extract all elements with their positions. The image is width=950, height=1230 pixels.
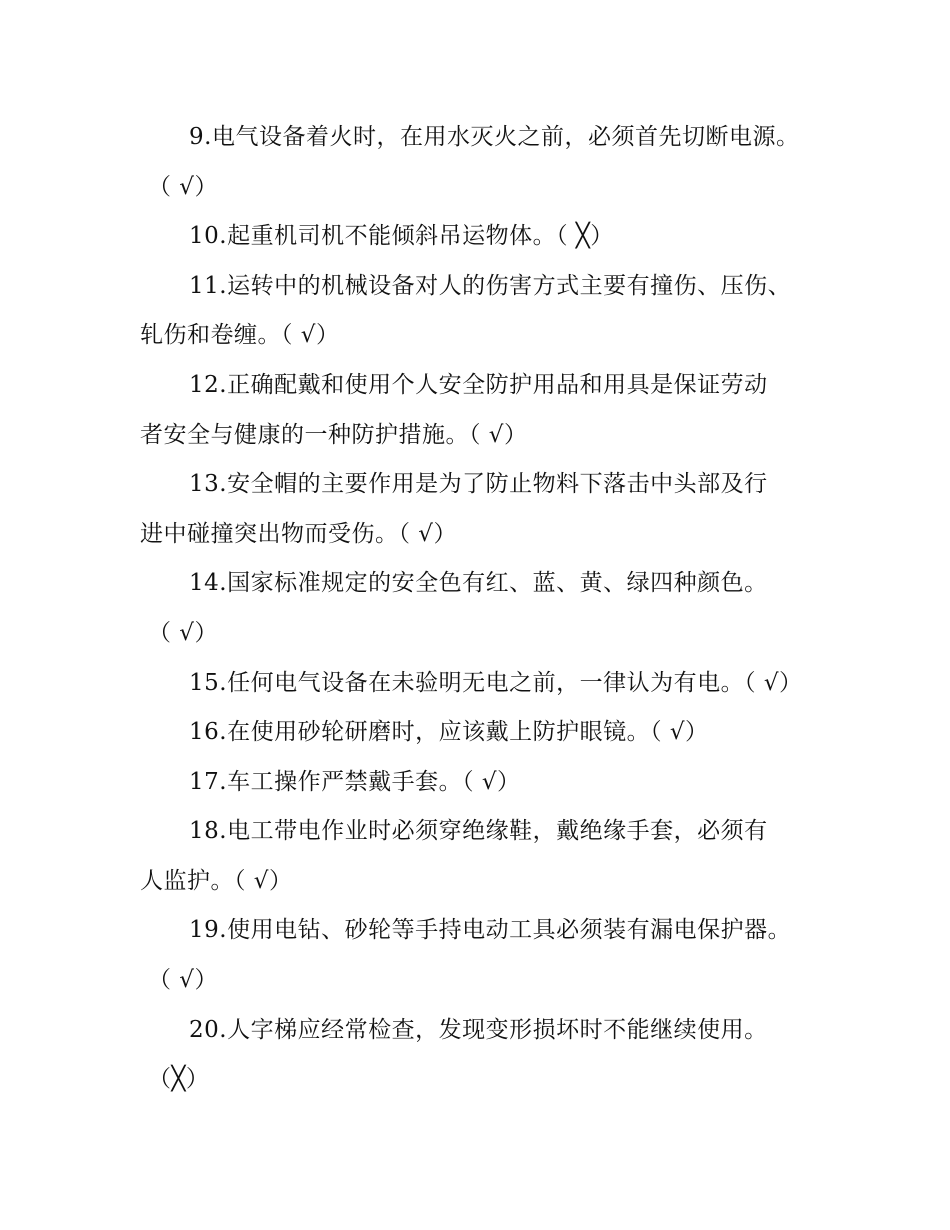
question-13-line-1: 13.安全帽的主要作用是为了防止物料下落击中头部及行 xyxy=(189,471,768,497)
question-19-line-1: 19.使用电钻、砂轮等手持电动工具必须装有漏电保护器。 xyxy=(189,917,792,943)
question-17-line-1: 17.车工操作严禁戴手套。（ √） xyxy=(189,769,521,795)
question-12-line-2: 者安全与健康的一种防护措施。（ √） xyxy=(140,422,528,448)
question-12-line-1: 12.正确配戴和使用个人安全防护用品和用具是保证劳动 xyxy=(189,372,768,398)
question-20-answer: （╳） xyxy=(148,1066,210,1092)
question-14-line-1: 14.国家标准规定的安全色有红、蓝、黄、绿四种颜色。 xyxy=(189,570,768,596)
question-13-line-2: 进中碰撞突出物而受伤。（ √） xyxy=(140,521,457,547)
question-10-line-1: 10.起重机司机不能倾斜吊运物体。（ ╳） xyxy=(189,223,614,249)
question-11-line-1: 11.运转中的机械设备对人的伤害方式主要有撞伤、压伤、 xyxy=(189,273,792,299)
question-20-line-1: 20.人字梯应经常检查，发现变形损坏时不能继续使用。 xyxy=(189,1017,768,1043)
question-11-line-2: 轧伤和卷缠。（ √） xyxy=(140,322,340,348)
question-18-line-2: 人监护。（ √） xyxy=(140,868,293,894)
question-14-answer: （ √） xyxy=(148,620,218,646)
question-9-answer: （ √） xyxy=(148,174,218,200)
question-19-answer: （ √） xyxy=(148,967,218,993)
question-9-line-1: 9.电气设备着火时，在用水灭火之前，必须首先切断电源。 xyxy=(189,124,800,150)
question-18-line-1: 18.电工带电作业时必须穿绝缘鞋，戴绝缘手套，必须有 xyxy=(189,818,768,844)
question-16-line-1: 16.在使用砂轮研磨时，应该戴上防护眼镜。（ √） xyxy=(189,719,709,745)
question-15-line-1: 15.任何电气设备在未验明无电之前，一律认为有电。（ √） xyxy=(189,670,803,696)
